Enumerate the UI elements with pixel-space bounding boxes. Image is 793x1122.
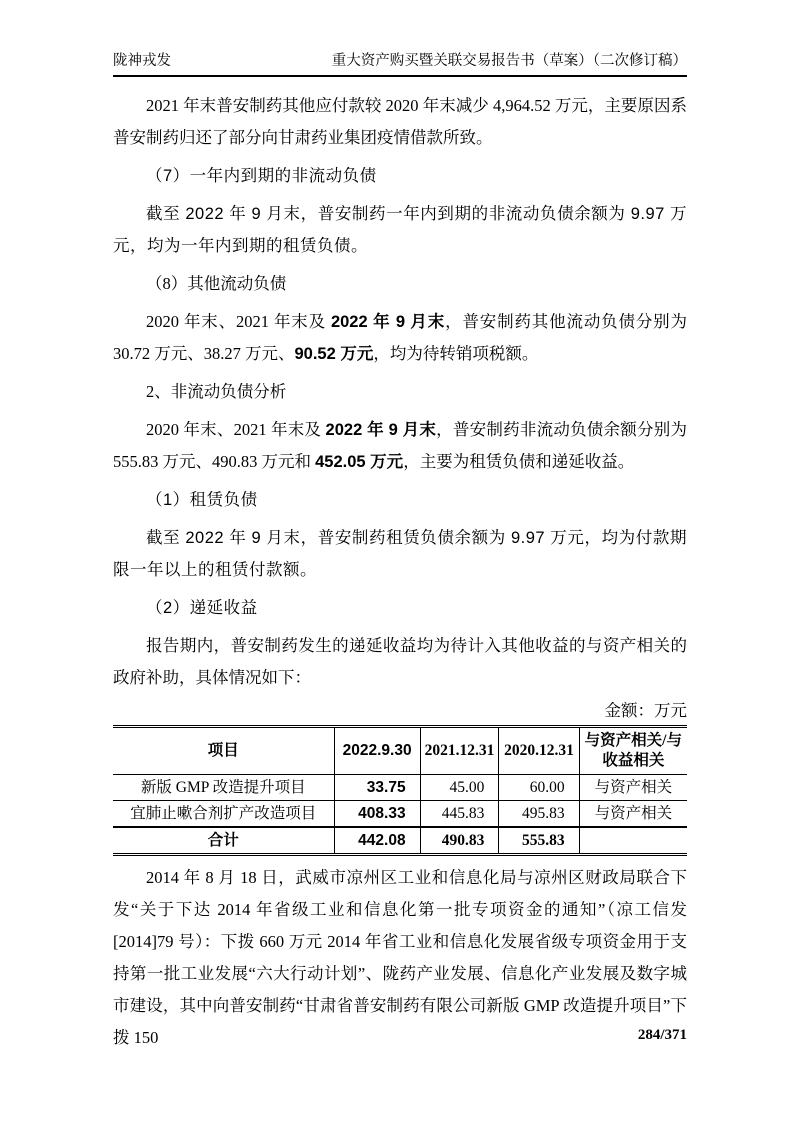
- text-run: 2020 年末、2021 年末及: [146, 312, 331, 331]
- paragraph: [113, 630, 687, 694]
- text-run: （1）租赁负债: [146, 491, 258, 509]
- table-cell: 490.83: [420, 827, 499, 855]
- table-cell: 445.83: [420, 801, 499, 828]
- text-run: ，均为待转销项税额。: [373, 344, 539, 363]
- text-run: 截至 2022 年 9 月末，普安制药一年内到期的非流动负债余额为 9.97 万元，均为一年内到期的租赁负债。: [113, 205, 687, 255]
- document-body: [113, 84, 687, 1060]
- emphasized-text-run: 452.05 万元: [315, 453, 404, 471]
- paragraph: [113, 414, 687, 478]
- paragraph: [113, 90, 687, 154]
- text-run: 2、非流动负债分析: [146, 382, 287, 401]
- section-heading: [113, 592, 687, 624]
- table-cell: 442.08: [334, 827, 420, 855]
- paragraph: [113, 198, 687, 262]
- text-run: 2021 年末普安制药其他应付款较 2020 年末减少 4,964.52 万元，主要原因系普安制药归还了部分向甘肃药业集团疫情借款所致。: [113, 96, 687, 147]
- text-run: 2014 年 8 月 18 日，武威市凉州区工业和信息化局与凉州区财政局联合下发“关于下达 2014 年省级工业和信息化第一批专项资金的通知”（凉工信发[2014]79 号）：下拨 660 万元 2014 年省工业和信息化发展省级专项资金用于支持第一批工业发展“六大行动计划”、陇药产业发展、信息化产业发展及数字城市建设，其中向普安制药“甘肃省普安制药有限公司新版 GMP 改造提升项目”下拨 150: [113, 868, 687, 1047]
- text-run: ，普安制药其他流动负债分别为 30.72 万元、38.27 万元、: [113, 312, 688, 363]
- section-heading: [113, 268, 687, 300]
- table-cell: 宜肺止嗽合剂扩产改造项目: [130, 805, 317, 822]
- section-heading: [113, 484, 687, 516]
- text-run: 金额：万元: [604, 701, 687, 720]
- table-cell: 60.00: [499, 775, 579, 801]
- page-header: [113, 52, 687, 77]
- column-header: 与资产相关/与收益相关: [579, 727, 687, 775]
- header-company-name: 陇神戎发: [113, 53, 171, 69]
- text-run: （7）一年内到期的非流动负债: [146, 167, 377, 185]
- paragraph: [113, 862, 687, 1054]
- text-run: 报告期内，普安制药发生的递延收益均为待计入其他收益的与资产相关的政府补助，具体情况如下：: [113, 636, 687, 687]
- table-unit-caption: [113, 700, 687, 722]
- page-number: 284/371: [637, 1027, 687, 1043]
- column-header: 2020.12.31: [499, 727, 579, 775]
- table-cell: 与资产相关: [579, 775, 687, 801]
- emphasized-text-run: 90.52 万元: [294, 345, 374, 363]
- paragraph: [113, 306, 687, 370]
- table-cell: 33.75: [334, 775, 420, 801]
- table-cell: 合计: [207, 832, 239, 849]
- column-header: 2022.9.30: [334, 727, 420, 775]
- table-cell: 与资产相关: [579, 801, 687, 828]
- table-row: [113, 775, 687, 801]
- text-run: 2020 年末、2021 年末及: [146, 420, 326, 439]
- table-cell: 新版 GMP 改造提升项目: [140, 779, 306, 796]
- table-cell: [579, 827, 687, 855]
- text-run: ，主要为租赁负债和递延收益。: [403, 452, 635, 471]
- table-row: [113, 801, 687, 828]
- table-cell: 45.00: [420, 775, 499, 801]
- paragraph: [113, 522, 687, 586]
- table-total-row: [113, 827, 687, 855]
- table-header-row: [113, 727, 687, 775]
- column-header: 2021.12.31: [420, 727, 499, 775]
- emphasized-text-run: 2022 年 9 月末: [330, 313, 446, 331]
- emphasized-text-run: 2022 年 9 月末: [325, 421, 437, 439]
- table-cell: 495.83: [499, 801, 579, 828]
- text-run: 截至 2022 年 9 月末，普安制药租赁负债余额为 9.97 万元，均为付款期限一年以上的租赁付款额。: [113, 529, 687, 579]
- deferred-income-table: [113, 725, 687, 856]
- header-report-title: 重大资产购买暨关联交易报告书（草案）（二次修订稿）: [331, 53, 687, 69]
- section-heading: [113, 160, 687, 192]
- text-run: （2）递延收益: [146, 599, 258, 617]
- table-cell: 555.83: [499, 827, 579, 855]
- section-heading: [113, 376, 687, 408]
- text-run: ，普安制药非流动负债余额分别为 555.83 万元、490.83 万元和: [113, 420, 688, 471]
- text-run: （8）其他流动负债: [146, 274, 287, 293]
- table-cell: 408.33: [334, 801, 420, 828]
- column-header: 项目: [113, 727, 334, 775]
